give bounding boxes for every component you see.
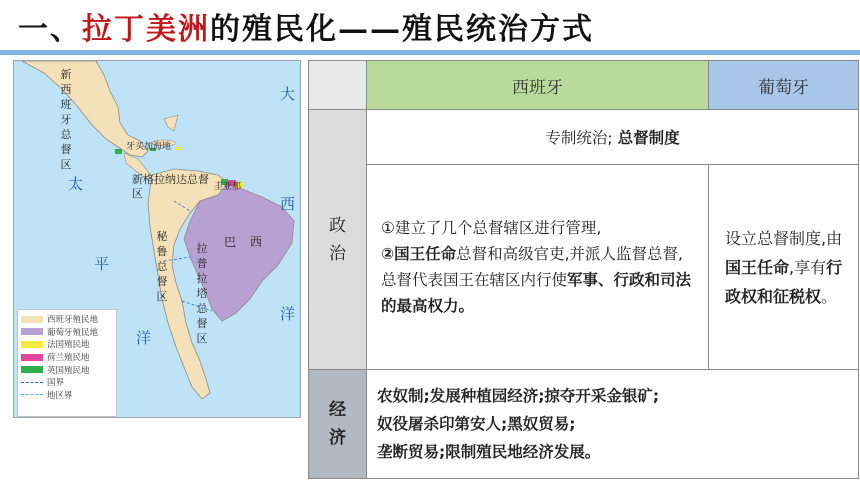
- map-legend: [17, 309, 117, 417]
- title-prefix: 一、: [18, 12, 82, 47]
- legend-swatch: [21, 328, 43, 335]
- spain-politics-p1: ①建立了几个总督辖区进行管理,: [381, 219, 602, 237]
- florida-territory: [164, 115, 178, 131]
- spain-politics-text: [367, 215, 708, 319]
- title-underline: [0, 50, 860, 55]
- region-la-plata: 拉普拉塔总督区: [196, 242, 208, 345]
- legend-swatch: [21, 382, 43, 383]
- portugal-politics-text: [709, 224, 858, 311]
- british-honduras: [115, 149, 122, 154]
- legend-label: 地区界: [47, 390, 73, 401]
- title-highlight: 拉丁美洲: [82, 12, 210, 47]
- legend-label: 法国殖民地: [47, 340, 90, 351]
- portugal-text-2: ,享有: [789, 257, 827, 277]
- legend-item-britain: [21, 363, 113, 376]
- pacific-char-2: 平: [94, 255, 110, 273]
- politics-common-bold: 总督制度: [617, 129, 680, 147]
- legend-item-portugal: [21, 326, 113, 339]
- page-title: [18, 10, 594, 50]
- title-rest: 的殖民化——殖民统治方式: [210, 12, 594, 47]
- region-peru: 秘鲁总督区: [156, 230, 168, 303]
- economy-line-2: 奴役屠杀印第安人;黑奴贸易;: [377, 415, 576, 433]
- economy-label: 经济: [329, 400, 346, 448]
- pacific-char-3: 洋: [136, 329, 152, 347]
- region-new-spain: 新西班牙总督区: [60, 68, 72, 171]
- politics-common-cell: [366, 109, 859, 165]
- legend-item-netherlands: [21, 351, 113, 364]
- region-new-granada: 新格拉纳达总督区: [132, 173, 209, 200]
- header-portugal: 葡萄牙: [708, 60, 859, 110]
- colonial-map: [13, 60, 301, 418]
- economy-line-3: 垄断贸易;限制殖民地经济发展。: [377, 443, 601, 461]
- economy-label-cell: [308, 369, 367, 479]
- region-caribbean: 牙买加海地: [126, 142, 172, 152]
- region-brazil: 巴西: [224, 235, 277, 249]
- header-spain: 西班牙: [366, 60, 709, 110]
- legend-swatch: [21, 366, 43, 373]
- legend-swatch: [21, 394, 43, 395]
- legend-item-spain: [21, 313, 113, 326]
- atlantic-char-1: 大: [280, 85, 296, 103]
- region-guiana: 圭亚那: [214, 182, 242, 192]
- spain-politics-p2-bold: ②国王任命: [381, 245, 457, 263]
- atlantic-char-3: 洋: [280, 305, 296, 323]
- legend-label: 西班牙殖民地: [47, 315, 99, 326]
- economy-content-cell: [366, 369, 859, 479]
- legend-item-regional-border: [21, 389, 113, 402]
- politics-label-cell: [308, 109, 367, 370]
- pacific-char-1: 太: [68, 175, 84, 193]
- corner-cell: [308, 60, 367, 110]
- portugal-text-bold-2: 行政权和征税权: [725, 257, 843, 306]
- legend-label: 英国殖民地: [47, 365, 90, 376]
- legend-label: 国界: [47, 378, 65, 389]
- portugal-text-bold-1: 国王任命: [725, 257, 790, 277]
- politics-label: 政治: [329, 215, 346, 264]
- legend-swatch: [21, 354, 43, 361]
- economy-line-1: 农奴制;发展种植园经济;掠夺开采金银矿;: [377, 387, 660, 405]
- portugal-text-1: 设立总督制度,由: [725, 228, 843, 248]
- spain-politics-p2-bold-end: 军事、行政和司法的最高权力。: [381, 271, 692, 315]
- haiti-island: [176, 147, 182, 150]
- politics-common-normal: 专制统治;: [545, 129, 613, 147]
- atlantic-char-2: 西: [280, 195, 296, 213]
- legend-item-france: [21, 338, 113, 351]
- spain-politics-p2: 总督和高级官吏,并派人监督总督,总督代表国王在辖区内行使: [381, 245, 683, 289]
- legend-label: 葡萄牙殖民地: [47, 327, 99, 338]
- portugal-politics-cell: [708, 164, 859, 370]
- spain-politics-cell: [366, 164, 709, 370]
- legend-item-national-border: [21, 376, 113, 389]
- economy-text: [367, 382, 659, 466]
- legend-swatch: [21, 341, 43, 348]
- comparison-table: [308, 60, 860, 480]
- legend-swatch: [21, 316, 43, 323]
- portugal-text-end: 。: [821, 286, 838, 306]
- legend-label: 荷兰殖民地: [47, 353, 90, 364]
